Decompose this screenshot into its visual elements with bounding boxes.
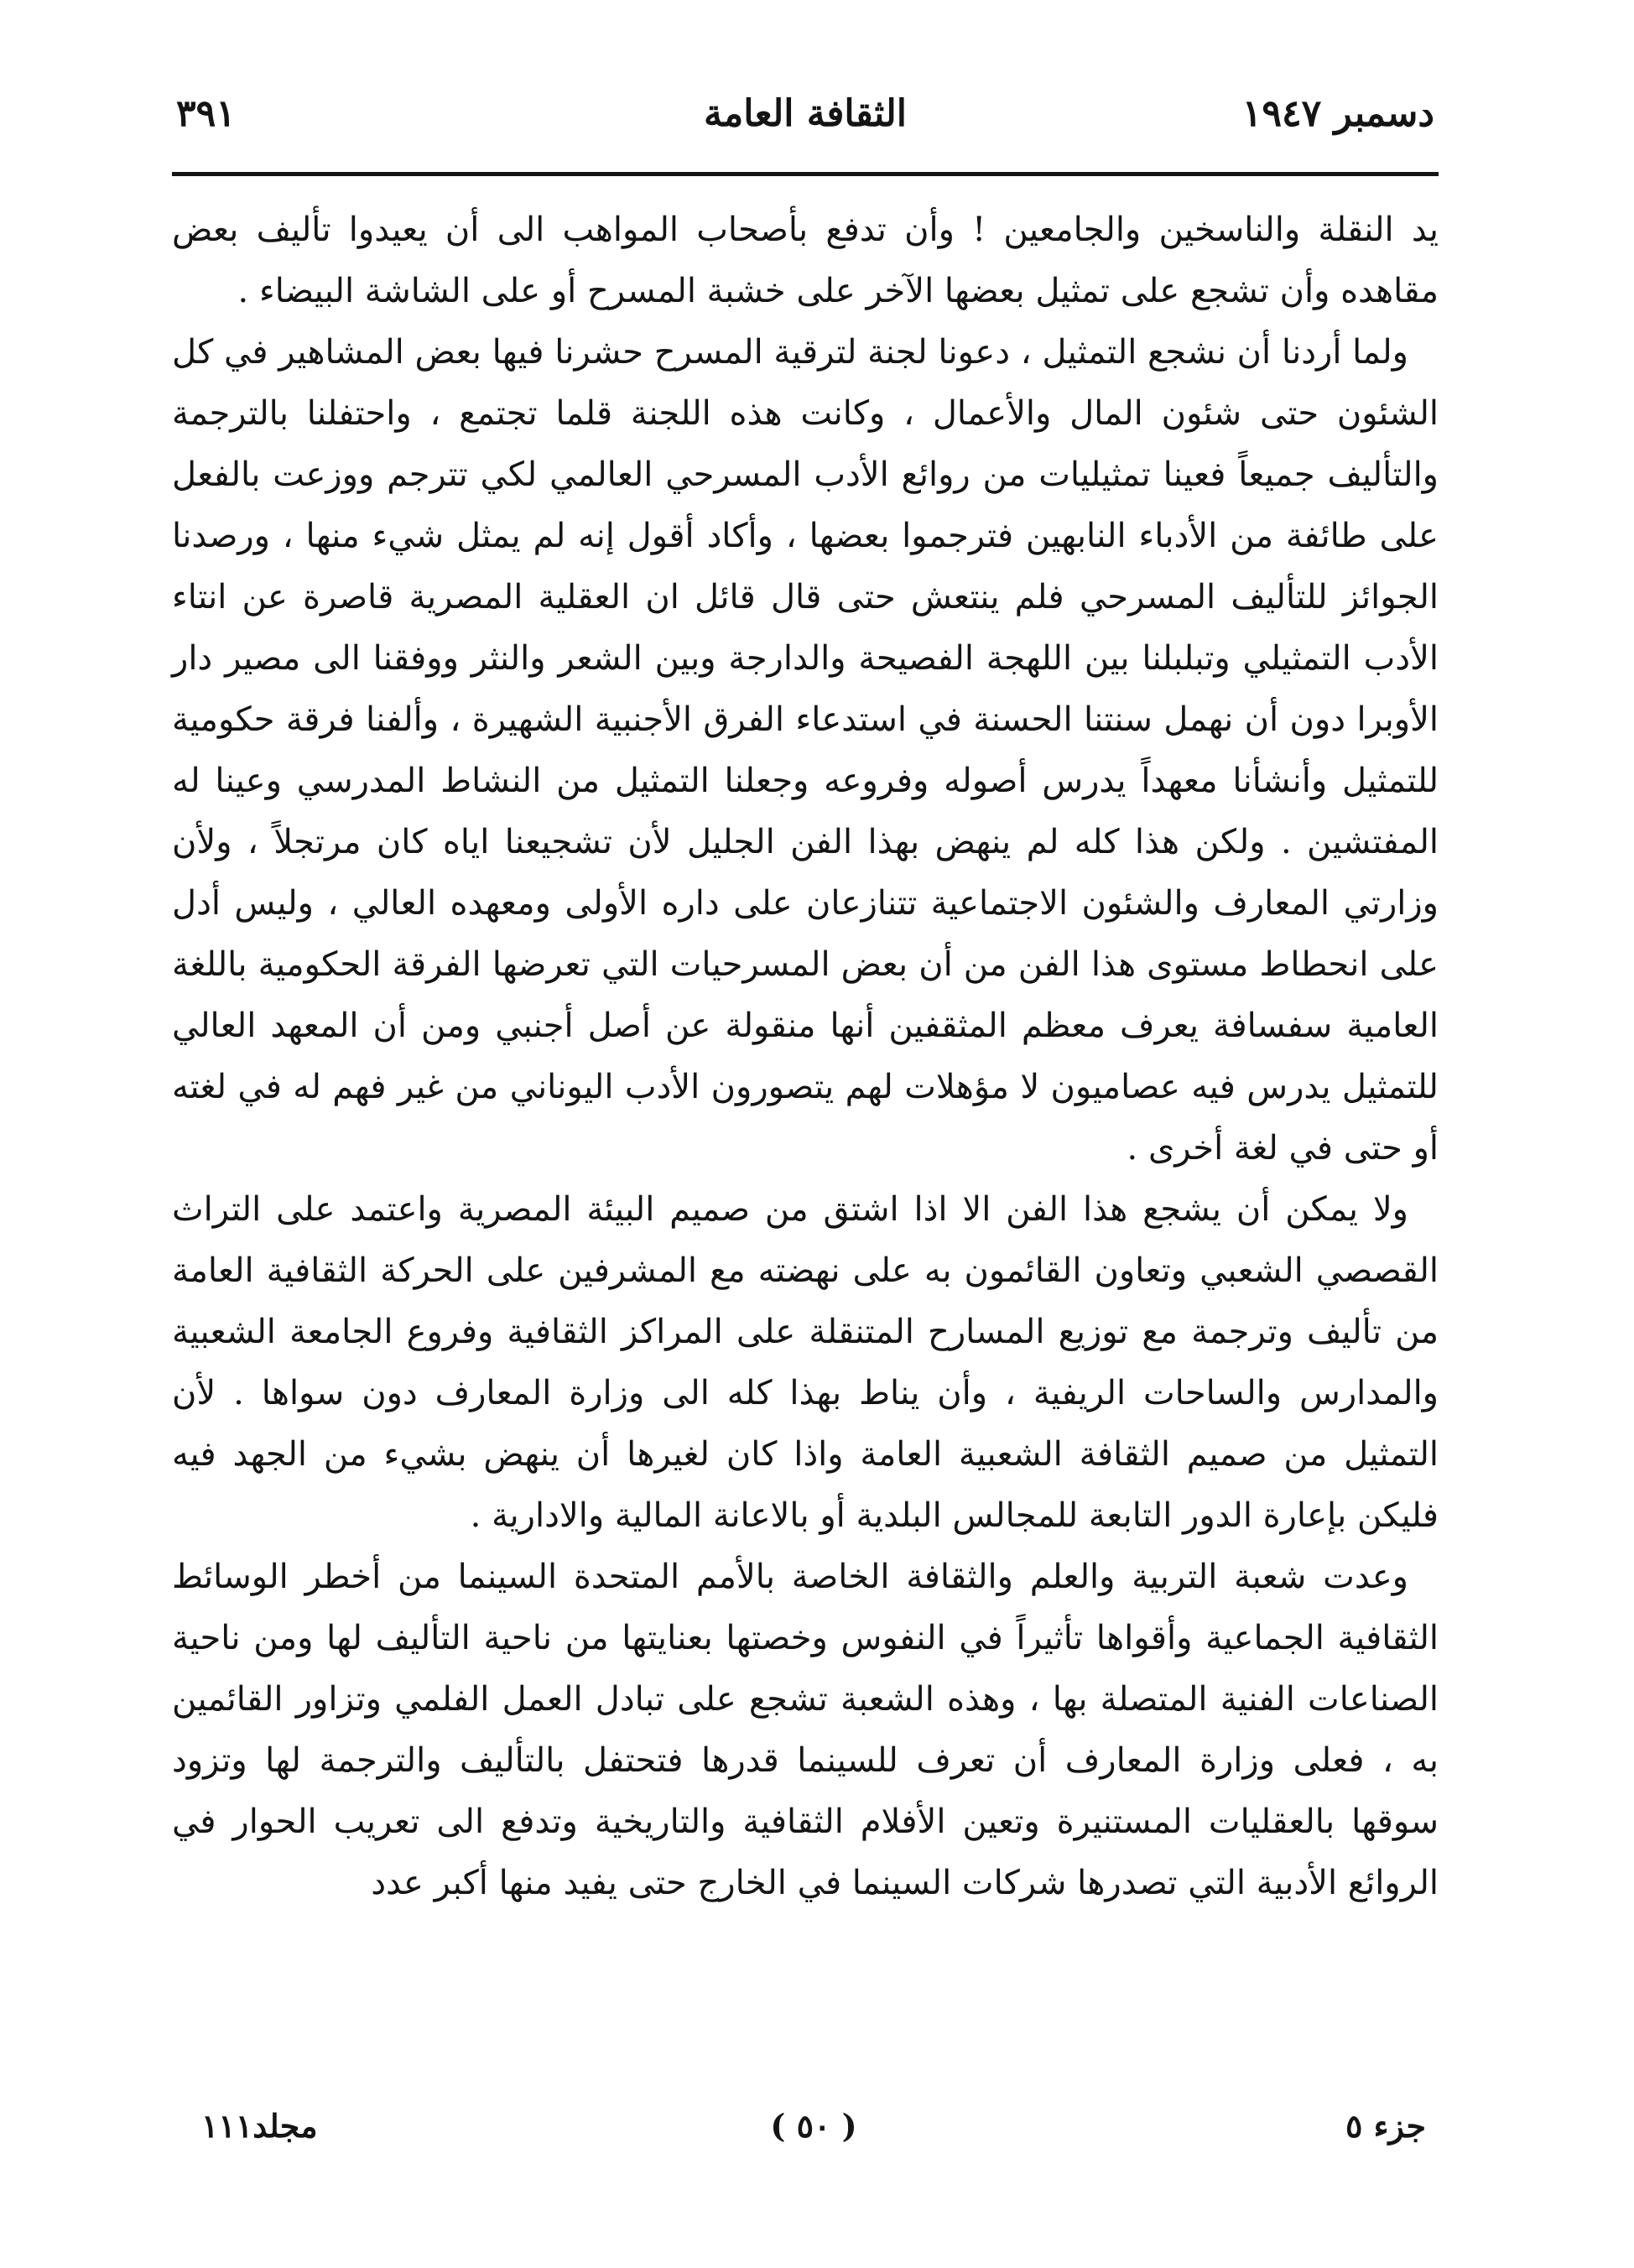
paragraph: ولا يمكن أن يشجع هذا الفن الا اذا اشتق من صميم البيئة المصرية واعتمد على التراث القصصي الشعبي وتعاون القائمون به على نهضته مع المشرفين على الحركة الثقافية العامة من تأليف وترجمة مع توزيع المسارح المتنقلة على المراكز الثقافية وفروع الجامعة الشعبية والمدارس والساحات الريفية ، وأن يناط بهذا كله الى وزارة المعارف دون سواها . لأن التمثيل من صميم الثقافة الشعبية العامة واذا كان لغيرها أن ينهض بشيء من الجهد فيه فليكن بإعارة الدور التابعة للمجالس البلدية أو بالاعانة المالية والادارية . bbox=[172, 1190, 1439, 1535]
footer-part: جزء ٥ bbox=[1345, 2107, 1426, 2145]
paragraph: وعدت شعبة التربية والعلم والثقافة الخاصة بالأمم المتحدة السينما من أخطر الوسائط الثقافية الجماعية وأقواها تأثيراً في النفوس وخصتها بعنايتها من ناحية التأليف لها ومن ناحية الصناعات الفنية المتصلة بها ، وهذه الشعبة تشجع على تبادل العمل الفلمي وتزاور القائمين به ، فعلى وزارة المعارف أن تعرف للسينما قدرها فتحتفل بالتأليف والترجمة لها وتزود سوقها بالعقليات المستنيرة وتعين الأفلام الثقافية والتاريخية وتدفع الى تعريب الحوار في الروائع الأدبية التي تصدرها شركات السينما في الخارج حتى يفيد منها أكبر عدد bbox=[172, 1558, 1439, 1902]
paragraph: يد النقلة والناسخين والجامعين ! وأن تدفع بأصحاب المواهب الى أن يعيدوا تأليف بعض مقاهده وأن تشجع على تمثيل بعضها الآخر على خشبة المسرح أو على الشاشة البيضاء . bbox=[172, 211, 1439, 310]
header-title: الثقافة العامة bbox=[704, 92, 907, 135]
footer-volume: مجلد١١١ bbox=[201, 2107, 318, 2145]
header-date: دسمبر ١٩٤٧ bbox=[1241, 92, 1434, 135]
header-rule bbox=[172, 172, 1439, 176]
paragraph: ولما أردنا أن نشجع التمثيل ، دعونا لجنة لترقية المسرح حشرنا فيها بعض المشاهير في كل الشئون حتى شئون المال والأعمال ، وكانت هذه اللجنة قلما تجتمع ، واحتفلنا بالترجمة والتأليف جميعاً فعينا تمثيليات من روائع الأدب المسرحي العالمي لكي تترجم ووزعت بالفعل على طائفة من الأدباء النابهين فترجموا بعضها ، وأكاد أقول إنه لم يمثل شيء منها ، ورصدنا الجوائز للتأليف المسرحي فلم ينتعش حتى قال قائل ان العقلية المصرية قاصرة عن انتاء الأدب التمثيلي وتبلبلنا بين اللهجة الفصيحة والدارجة وبين الشعر والنثر ووفقنا الى مصير دار الأوبرا دون أن نهمل سنتنا الحسنة في استدعاء الفرق الأجنبية الشهيرة ، وألفنا فرقة حكومية للتمثيل وأنشأنا معهداً يدرس أصوله وفروعه وجعلنا التمثيل من النشاط المدرسي وعينا له المفتشين . ولكن هذا كله لم ينهض بهذا الفن الجليل لأن تشجيعنا اياه كان مرتجلاً ، ولأن وزارتي المعارف والشئون الاجتماعية تتنازعان على داره الأولى ومعهده العالي ، وليس أدل على انحطاط مستوى هذا الفن من أن بعض المسرحيات التي تعرضها الفرقة الحكومية باللغة العامية سفسافة يعرف معظم المثقفين أنها منقولة عن أصل أجنبي ومن أن المعهد العالي للتمثيل يدرس فيه عصاميون لا مؤهلات لهم يتصورون الأدب اليوناني من غير فهم له في لغته أو حتى في لغة أخرى . bbox=[172, 333, 1439, 1168]
page-footer bbox=[201, 2107, 1426, 2157]
header-page-number: ٣٩١ bbox=[176, 92, 236, 135]
article-body bbox=[172, 200, 1439, 1914]
footer-number: ( ٥٠ ) bbox=[770, 2107, 857, 2145]
page-header bbox=[176, 92, 1434, 159]
